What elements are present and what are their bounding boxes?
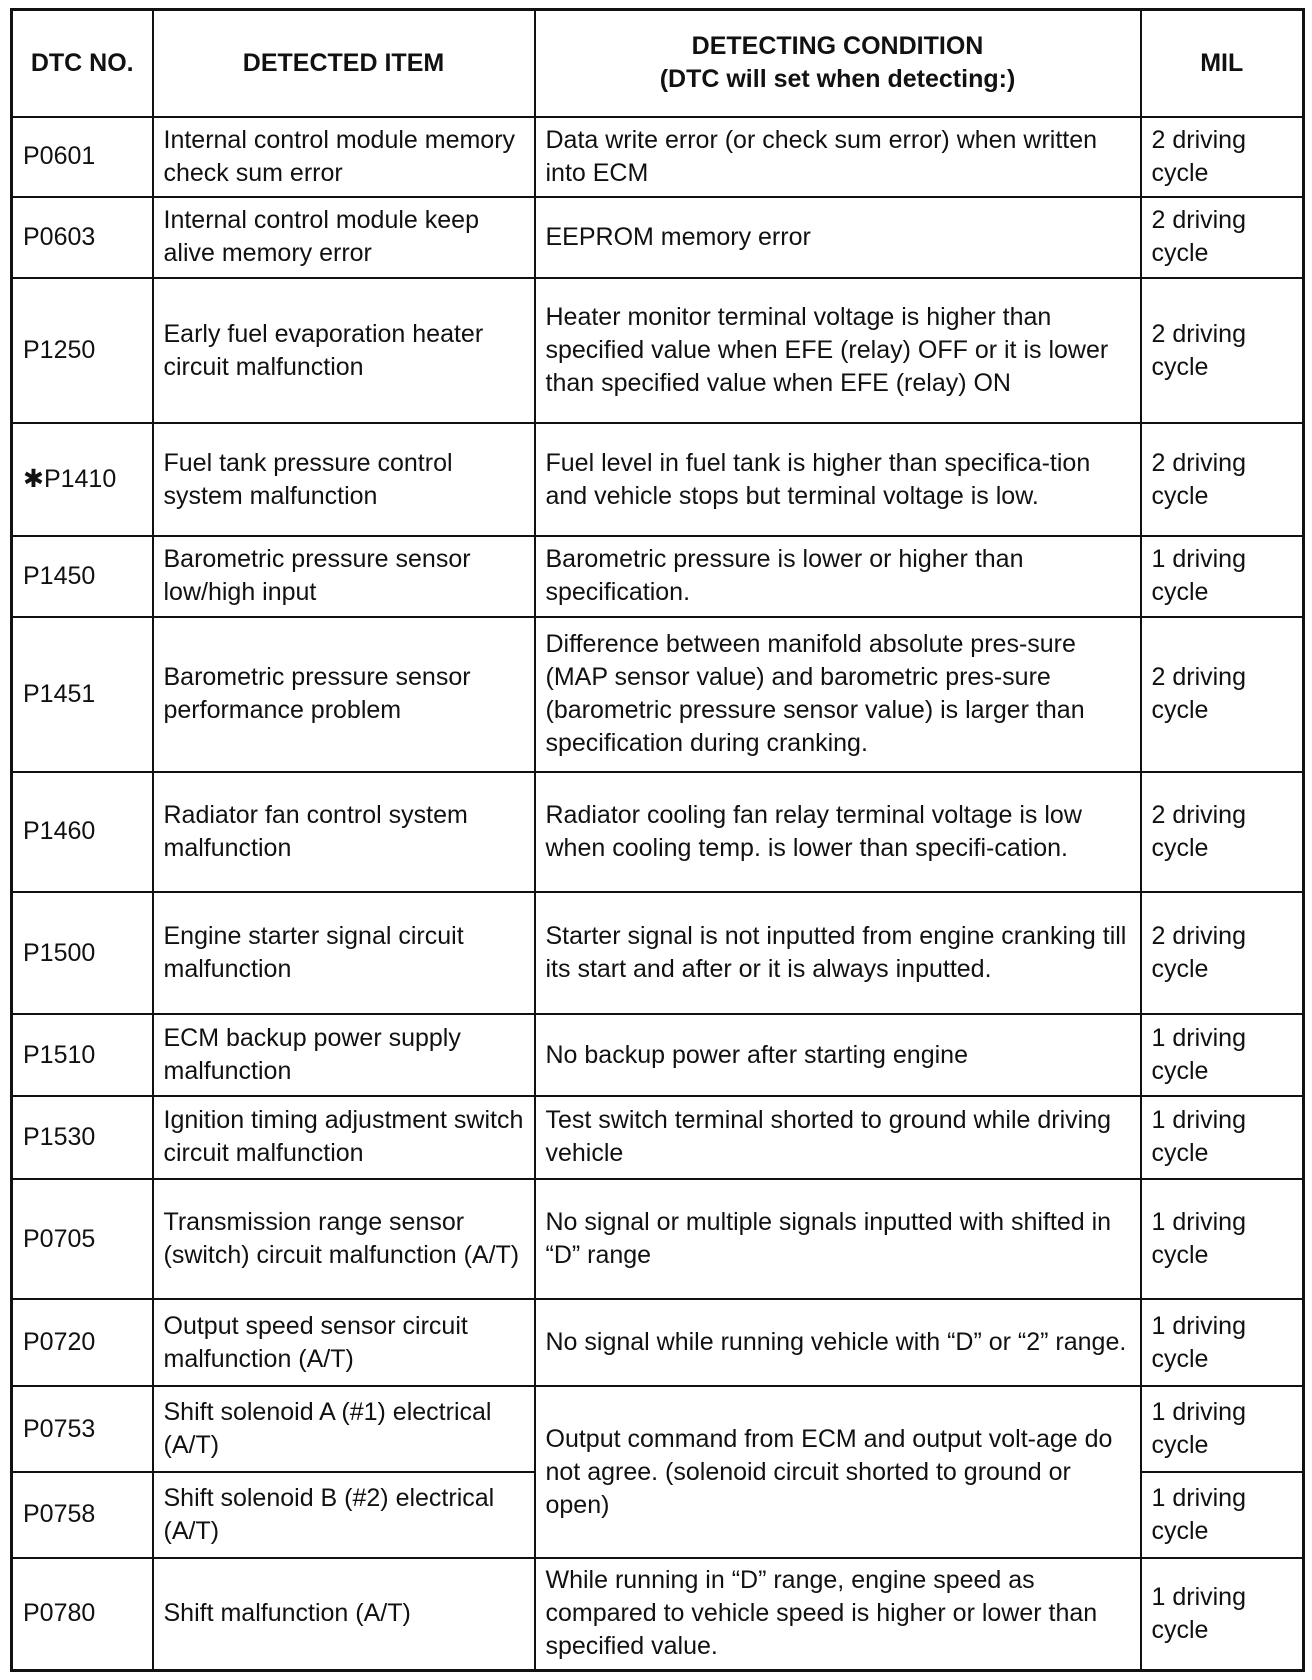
table-row [12,1014,1304,1096]
mil-value: 1 driving cycle [1141,1299,1304,1386]
dtc-code: P0720 [12,1299,153,1386]
table-row [12,772,1304,893]
detecting-condition: No backup power after starting engine [535,1014,1141,1096]
header-detected-item: DETECTED ITEM [153,10,535,117]
detected-item: Barometric pressure sensor low/high input [153,536,535,617]
dtc-code: P1450 [12,536,153,617]
mil-value: 1 driving cycle [1141,1096,1304,1179]
detected-item: Transmission range sensor (switch) circuit malfunction (A/T) [153,1179,535,1300]
dtc-code: P1460 [12,772,153,893]
detecting-condition: EEPROM memory error [535,197,1141,278]
table-row [12,117,1304,198]
table-row [12,1299,1304,1386]
table-row [12,536,1304,617]
mil-value: 2 driving cycle [1141,423,1304,536]
header-row [12,10,1304,117]
table-row [12,1386,1304,1472]
detecting-condition: Fuel level in fuel tank is higher than specifica-tion and vehicle stops but terminal voltage is low. [535,423,1141,536]
detected-item: Internal control module keep alive memory error [153,197,535,278]
dtc-code: P1500 [12,892,153,1014]
dtc-code: P0758 [12,1472,153,1558]
dtc-code: P1451 [12,617,153,772]
table-row [12,1096,1304,1179]
detected-item: Internal control module memory check sum error [153,117,535,198]
header-condition-line2: (DTC will set when detecting:) [659,65,1016,94]
mil-value: 2 driving cycle [1141,772,1304,893]
table-row [12,1179,1304,1300]
detecting-condition: While running in “D” range, engine speed as compared to vehicle speed is higher or lower than specified value. [535,1558,1141,1671]
table-row [12,617,1304,772]
mil-value: 1 driving cycle [1141,1558,1304,1671]
mil-value: 1 driving cycle [1141,1386,1304,1472]
dtc-code: P1250 [12,278,153,424]
detecting-condition: Starter signal is not inputted from engine cranking till its start and after or it is always inputted. [535,892,1141,1014]
mil-value: 2 driving cycle [1141,892,1304,1014]
dtc-code: P0705 [12,1179,153,1300]
detecting-condition: No signal or multiple signals inputted with shifted in “D” range [535,1179,1141,1300]
detected-item: Shift solenoid A (#1) electrical (A/T) [153,1386,535,1472]
detecting-condition: Test switch terminal shorted to ground while driving vehicle [535,1096,1141,1179]
dtc-code: P0780 [12,1558,153,1671]
detected-item: Ignition timing adjustment switch circuit malfunction [153,1096,535,1179]
dtc-code: P1530 [12,1096,153,1179]
table-row [12,197,1304,278]
detecting-condition: Output command from ECM and output volt-age do not agree. (solenoid circuit shorted to ground or open) [535,1386,1141,1558]
detected-item: Output speed sensor circuit malfunction (A/T) [153,1299,535,1386]
detecting-condition: Radiator cooling fan relay terminal voltage is low when cooling temp. is lower than specifi-cation. [535,772,1141,893]
mil-value: 2 driving cycle [1141,197,1304,278]
dtc-code: P0601 [12,117,153,198]
detected-item: Barometric pressure sensor performance problem [153,617,535,772]
detected-item: Early fuel evaporation heater circuit malfunction [153,278,535,424]
mil-value: 1 driving cycle [1141,1472,1304,1558]
header-condition-line1: DETECTING CONDITION [691,32,984,61]
dtc-code: P1510 [12,1014,153,1096]
detecting-condition: Data write error (or check sum error) when written into ECM [535,117,1141,198]
table-row [12,892,1304,1014]
detected-item: Shift solenoid B (#2) electrical (A/T) [153,1472,535,1558]
detected-item: ECM backup power supply malfunction [153,1014,535,1096]
table-row [12,278,1304,424]
detected-item: Radiator fan control system malfunction [153,772,535,893]
header-dtc-no: DTC NO. [12,10,153,117]
detecting-condition: Heater monitor terminal voltage is higher than specified value when EFE (relay) OFF or it is lower than specified value when EFE (relay) ON [535,278,1141,424]
table-row [12,1558,1304,1671]
detecting-condition: Difference between manifold absolute pres-sure (MAP sensor value) and barometric pres-sure (barometric pressure sensor value) is larger than specification during cranking. [535,617,1141,772]
mil-value: 1 driving cycle [1141,1014,1304,1096]
detecting-condition: Barometric pressure is lower or higher than specification. [535,536,1141,617]
dtc-table [10,8,1305,1672]
detecting-condition: No signal while running vehicle with “D” or “2” range. [535,1299,1141,1386]
detected-item: Shift malfunction (A/T) [153,1558,535,1671]
dtc-code: ✱P1410 [12,423,153,536]
mil-value: 1 driving cycle [1141,1179,1304,1300]
header-mil: MIL [1141,10,1304,117]
dtc-code: P0603 [12,197,153,278]
mil-value: 1 driving cycle [1141,536,1304,617]
mil-value: 2 driving cycle [1141,278,1304,424]
mil-value: 2 driving cycle [1141,617,1304,772]
detected-item: Engine starter signal circuit malfunction [153,892,535,1014]
mil-value: 2 driving cycle [1141,117,1304,198]
detected-item: Fuel tank pressure control system malfunction [153,423,535,536]
table-row [12,423,1304,536]
header-detecting-condition [535,10,1141,117]
dtc-code: P0753 [12,1386,153,1472]
